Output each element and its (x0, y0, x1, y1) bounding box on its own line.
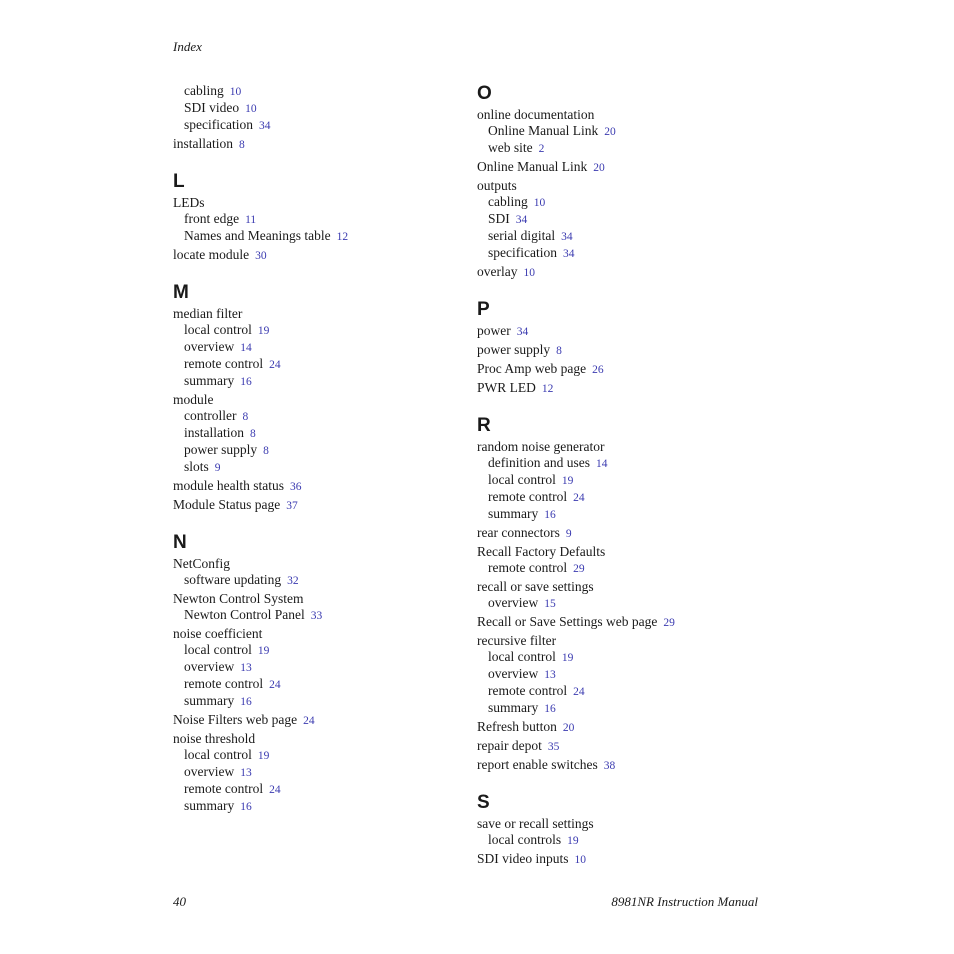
index-entry (477, 579, 767, 595)
entry-text: PWR LED (477, 380, 536, 395)
index-entry (477, 264, 767, 281)
entry-text: LEDs (173, 195, 205, 210)
page-number: 40 (173, 894, 186, 909)
entry-text: remote control (488, 489, 568, 504)
index-subentry (477, 123, 767, 140)
index-entry (477, 439, 767, 455)
index-subentry (173, 676, 463, 693)
entry-text: Refresh button (477, 719, 557, 734)
page-link[interactable]: 19 (561, 475, 574, 487)
entry-text: overview (184, 764, 235, 779)
page-link[interactable]: 8 (250, 428, 256, 440)
entry-text: noise coefficient (173, 626, 263, 641)
page-link[interactable]: 16 (544, 703, 556, 715)
index-subentry (173, 373, 463, 390)
index-entry (477, 380, 767, 397)
page-link[interactable]: 12 (541, 383, 554, 395)
entry-text: power supply (477, 342, 551, 357)
entry-text: SDI video (184, 100, 240, 115)
index-entry (477, 816, 767, 832)
entry-text: software updating (184, 572, 282, 587)
page-link[interactable]: 9 (214, 462, 221, 474)
index-entry (477, 178, 767, 194)
page-link[interactable]: 16 (544, 509, 556, 521)
index-subentry (173, 781, 463, 798)
section-letter: N (173, 532, 187, 553)
entry-text: remote control (184, 356, 264, 371)
entry-text: repair depot (477, 738, 542, 753)
index-entry (477, 361, 767, 378)
index-subentry (173, 100, 463, 117)
entry-text: cabling (488, 194, 528, 209)
page-link[interactable]: 13 (544, 669, 556, 681)
index-subentry (173, 339, 463, 356)
section-letter: M (173, 282, 189, 303)
entry-text: local controls (488, 832, 562, 847)
page-link[interactable]: 19 (257, 325, 270, 337)
index-entry (173, 195, 463, 211)
page-link[interactable]: 20 (593, 162, 605, 174)
page-link[interactable]: 16 (240, 801, 252, 813)
entry-text: Proc Amp web page (477, 361, 587, 376)
index-entry (477, 614, 767, 631)
index-subentry (477, 455, 767, 472)
entry-text: Online Manual Link (477, 159, 588, 174)
page-link[interactable]: 10 (533, 197, 546, 209)
entry-text: overview (184, 339, 235, 354)
index-subentry (173, 356, 463, 373)
page-link[interactable]: 12 (336, 231, 349, 243)
index-entry (173, 556, 463, 572)
page-link[interactable]: 11 (245, 214, 257, 226)
index-section (173, 282, 463, 514)
page-link[interactable]: 34 (561, 231, 573, 243)
index-subentry (173, 642, 463, 659)
entry-text: report enable switches (477, 757, 598, 772)
page-link[interactable]: 29 (573, 563, 585, 575)
index-entry (173, 626, 463, 642)
index-column-left (173, 83, 463, 815)
section-letter: O (477, 83, 492, 104)
entry-text: serial digital (488, 228, 556, 243)
entry-text: local control (184, 642, 252, 657)
index-entry (477, 342, 767, 359)
entry-text: rear connectors (477, 525, 560, 540)
index-subentry (173, 228, 463, 245)
entry-text: overview (488, 666, 539, 681)
entry-text: recursive filter (477, 633, 557, 648)
page-link[interactable]: 10 (229, 86, 242, 98)
entry-text: Names and Meanings table (184, 228, 331, 243)
index-subentry (477, 595, 767, 612)
index-subentry (173, 607, 463, 624)
index-subentry (173, 798, 463, 815)
entry-text: Recall Factory Defaults (477, 544, 606, 559)
index-section (173, 171, 463, 264)
index-entry (477, 738, 767, 755)
entry-text: local control (488, 649, 556, 664)
index-subentry (173, 747, 463, 764)
page-link[interactable]: 8 (263, 445, 269, 457)
page-link[interactable]: 20 (604, 126, 616, 138)
index-entry (477, 107, 767, 123)
index-subentry (477, 228, 767, 245)
page-link[interactable]: 24 (269, 679, 281, 691)
page-link[interactable]: 8 (239, 139, 245, 151)
entry-text: NetConfig (173, 556, 230, 571)
index-entry (173, 712, 463, 729)
index-section (173, 532, 463, 815)
page-link[interactable]: 13 (240, 767, 252, 779)
index-entry (173, 247, 463, 264)
page-link[interactable]: 34 (258, 120, 271, 132)
index-entry (477, 159, 767, 176)
index-subentry (477, 472, 767, 489)
page-link[interactable]: 14 (595, 458, 608, 470)
section-letter: L (173, 171, 185, 192)
section-letter: R (477, 415, 491, 436)
index-subentry (477, 211, 767, 228)
entry-text: remote control (488, 683, 568, 698)
running-header: Index (173, 39, 202, 54)
index-entry (477, 525, 767, 542)
index-section (477, 299, 767, 397)
index-subentry (173, 459, 463, 476)
index-entry (477, 633, 767, 649)
page-link[interactable]: 19 (257, 750, 270, 762)
index-subentry (173, 764, 463, 781)
entry-text: noise threshold (173, 731, 256, 746)
entry-text: overview (488, 595, 539, 610)
entry-text: outputs (477, 178, 517, 193)
entry-text: locate module (173, 247, 250, 262)
page-link[interactable]: 24 (269, 784, 281, 796)
entry-text: local control (184, 322, 252, 337)
entry-text: summary (488, 506, 539, 521)
index-column-right (477, 83, 767, 868)
page-link[interactable]: 10 (523, 267, 535, 279)
entry-text: remote control (488, 560, 568, 575)
page-link[interactable]: 15 (544, 598, 556, 610)
entry-text: save or recall settings (477, 816, 594, 831)
index-subentry (173, 659, 463, 676)
entry-text: Noise Filters web page (173, 712, 298, 727)
index-subentry (477, 560, 767, 577)
entry-text: SDI video inputs (477, 851, 569, 866)
index-entry (173, 497, 463, 514)
page-link[interactable]: 8 (556, 345, 562, 357)
page-link[interactable]: 2 (538, 143, 545, 155)
entry-text: recall or save settings (477, 579, 594, 594)
index-subentry (173, 408, 463, 425)
index-subentry (173, 693, 463, 710)
entry-text: Newton Control System (173, 591, 304, 606)
page-link[interactable]: 19 (567, 835, 579, 847)
entry-text: front edge (184, 211, 240, 226)
index-subentry (173, 442, 463, 459)
entry-text: Online Manual Link (488, 123, 599, 138)
index-entry (173, 306, 463, 322)
entry-text: remote control (184, 676, 264, 691)
index-entry (173, 136, 463, 153)
entry-text: SDI (488, 211, 510, 226)
entry-text: installation (184, 425, 244, 440)
index-subentry (477, 683, 767, 700)
entry-text: definition and uses (488, 455, 590, 470)
index-entry (477, 851, 767, 868)
entry-text: local control (488, 472, 556, 487)
entry-text: Newton Control Panel (184, 607, 305, 622)
page-link[interactable]: 38 (603, 760, 616, 772)
index-section (477, 415, 767, 774)
index-subentry (173, 117, 463, 134)
page-link[interactable]: 36 (289, 481, 302, 493)
index-entry (477, 757, 767, 774)
entry-text: web site (488, 140, 533, 155)
entry-text: summary (184, 798, 235, 813)
page-link[interactable]: 19 (561, 652, 574, 664)
page-link[interactable]: 24 (573, 686, 585, 698)
entry-text: online documentation (477, 107, 595, 122)
entry-text: local control (184, 747, 252, 762)
page-link[interactable]: 34 (516, 326, 529, 338)
entry-text: installation (173, 136, 233, 151)
index-section (477, 792, 767, 868)
entry-text: slots (184, 459, 209, 474)
index-entry (173, 478, 463, 495)
index-subentry (173, 572, 463, 589)
section-letter: P (477, 299, 490, 320)
index-section (173, 83, 463, 153)
index-subentry (173, 322, 463, 339)
entry-text: random noise generator (477, 439, 605, 454)
page-link[interactable]: 10 (245, 103, 257, 115)
index-section (477, 83, 767, 281)
manual-title: 8981NR Instruction Manual (611, 894, 758, 909)
page-link[interactable]: 9 (565, 528, 572, 540)
page-link[interactable]: 35 (547, 741, 560, 753)
entry-text: module (173, 392, 214, 407)
entry-text: cabling (184, 83, 224, 98)
page-link[interactable]: 34 (515, 214, 528, 226)
index-subentry (477, 700, 767, 717)
index-entry (477, 544, 767, 560)
index-subentry (477, 506, 767, 523)
page-link[interactable]: 24 (573, 492, 585, 504)
page-link[interactable]: 8 (242, 411, 249, 423)
page-link[interactable]: 10 (574, 854, 587, 866)
page-link[interactable]: 19 (257, 645, 270, 657)
index-entry (477, 323, 767, 340)
page-link[interactable]: 14 (240, 342, 252, 354)
page-link[interactable]: 16 (240, 696, 252, 708)
entry-text: specification (184, 117, 253, 132)
entry-text: overlay (477, 264, 518, 279)
index-subentry (173, 211, 463, 228)
page-link[interactable]: 13 (240, 662, 252, 674)
index-entry (173, 392, 463, 408)
page-link[interactable]: 30 (255, 250, 267, 262)
entry-text: Recall or Save Settings web page (477, 614, 658, 629)
entry-text: remote control (184, 781, 264, 796)
page-link[interactable]: 24 (269, 359, 281, 371)
index-subentry (477, 666, 767, 683)
entry-text: power (477, 323, 511, 338)
index-subentry (477, 832, 767, 849)
entry-text: specification (488, 245, 557, 260)
entry-text: module health status (173, 478, 284, 493)
section-letter: S (477, 792, 490, 813)
entry-text: power supply (184, 442, 258, 457)
index-subentry (477, 649, 767, 666)
index-subentry (477, 245, 767, 262)
page-link[interactable]: 16 (240, 376, 252, 388)
page-link[interactable]: 33 (310, 610, 323, 622)
index-subentry (173, 83, 463, 100)
page-link[interactable]: 37 (286, 500, 298, 512)
page-link[interactable]: 24 (303, 715, 315, 727)
entry-text: Module Status page (173, 497, 281, 512)
index-entry (173, 731, 463, 747)
entry-text: controller (184, 408, 237, 423)
index-subentry (173, 425, 463, 442)
entry-text: summary (184, 373, 235, 388)
index-subentry (477, 194, 767, 211)
index-subentry (477, 489, 767, 506)
entry-text: summary (488, 700, 539, 715)
page-link[interactable]: 32 (287, 575, 299, 587)
entry-text: overview (184, 659, 235, 674)
page-link[interactable]: 34 (562, 248, 575, 260)
index-entry (173, 591, 463, 607)
entry-text: median filter (173, 306, 243, 321)
page-link[interactable]: 29 (663, 617, 675, 629)
entry-text: summary (184, 693, 235, 708)
page-link[interactable]: 20 (562, 722, 575, 734)
index-subentry (477, 140, 767, 157)
index-entry (477, 719, 767, 736)
page-link[interactable]: 26 (592, 364, 604, 376)
